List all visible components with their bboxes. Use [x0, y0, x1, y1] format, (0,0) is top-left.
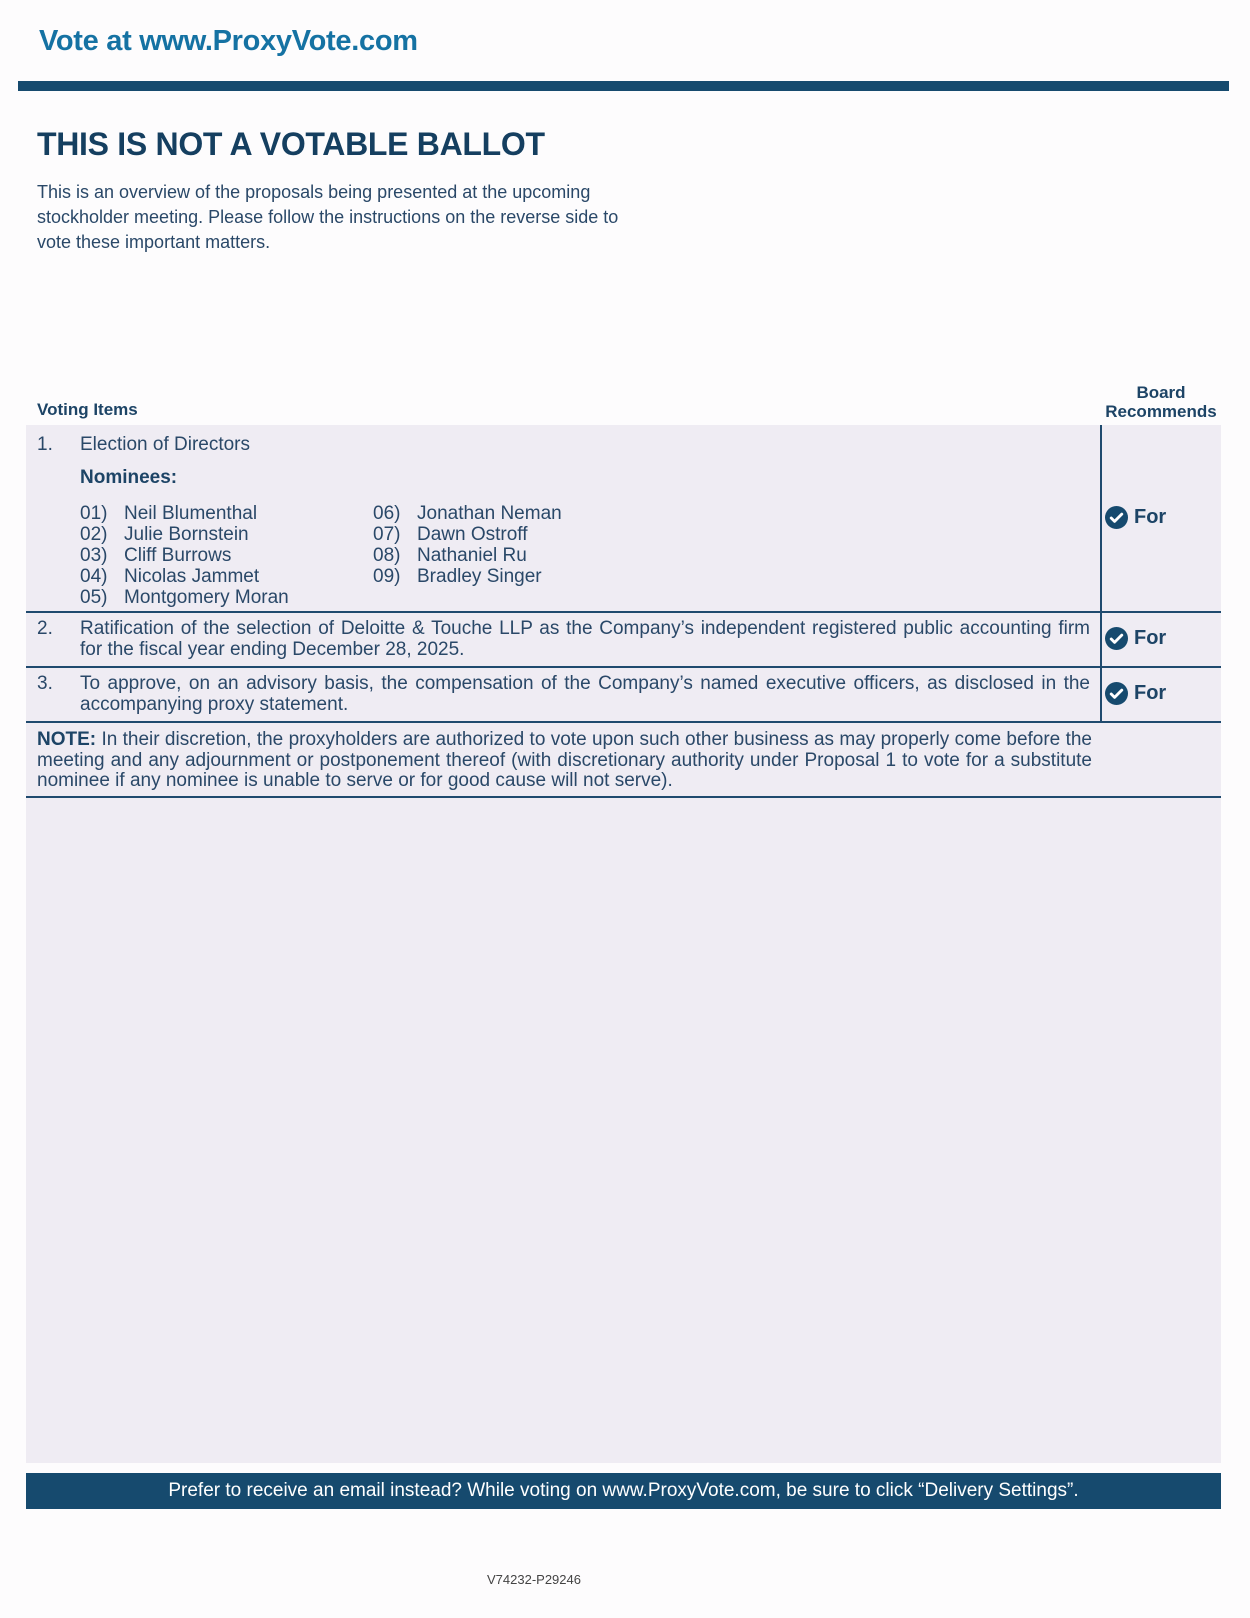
- check-circle-icon: [1105, 682, 1128, 705]
- intro-text: This is an overview of the proposals being presented at the upcoming stockholder meeting. Please follow the instructions on the reverse side to vote these important matters.: [37, 182, 619, 252]
- nominee: [373, 545, 527, 566]
- nominee-number: 08): [373, 545, 401, 566]
- note-label: NOTE:: [37, 729, 97, 750]
- recommendation-label: For: [1134, 627, 1167, 649]
- nominee-number: 01): [80, 503, 108, 524]
- item-text: To approve, on an advisory basis, the compensation of the Company’s named executive officers, as disclosed in the accompanying proxy statement.: [80, 673, 1090, 715]
- nominee: [80, 587, 289, 608]
- item-number: 1.: [37, 434, 53, 455]
- nominee-name: Nicolas Jammet: [124, 566, 260, 587]
- page-title: THIS IS NOT A VOTABLE BALLOT: [37, 126, 545, 162]
- nominee: [373, 566, 542, 587]
- nominee-name: Montgomery Moran: [124, 587, 289, 608]
- document-code: V74232-P29246: [487, 1572, 581, 1587]
- nominees-label: Nominees:: [80, 467, 178, 488]
- row-divider: [26, 666, 1221, 668]
- nominee-number: 09): [373, 566, 401, 587]
- item-text: Ratification of the selection of Deloitte & Touche LLP as the Company’s independent registered public accounting firm for the fiscal year ending December 28, 2025.: [80, 618, 1090, 660]
- item-text: Election of Directors: [80, 434, 251, 455]
- board-recommendation: [1105, 506, 1166, 529]
- board-recommendation: [1105, 682, 1166, 705]
- nominee-name: Cliff Burrows: [124, 545, 232, 566]
- column-divider: [1100, 425, 1102, 611]
- nominee: [80, 524, 249, 545]
- nominee-name: Jonathan Neman: [417, 503, 562, 524]
- check-circle-icon: [1105, 627, 1128, 650]
- nominee: [80, 503, 257, 524]
- row-divider: [26, 611, 1221, 613]
- nominee: [373, 503, 562, 524]
- nominee-number: 03): [80, 545, 108, 566]
- check-circle-icon: [1105, 506, 1128, 529]
- nominee-name: Julie Bornstein: [124, 524, 249, 545]
- nominee: [373, 524, 528, 545]
- banner-text: Prefer to receive an email instead? While voting on www.ProxyVote.com, be sure to click “Delivery Settings”.: [168, 1480, 1079, 1501]
- row-divider: [26, 721, 1221, 723]
- nominee-number: 05): [80, 587, 108, 608]
- recommendation-label: For: [1134, 682, 1167, 704]
- nominee-number: 02): [80, 524, 108, 545]
- nominee-name: Nathaniel Ru: [417, 545, 527, 566]
- board-recommendation: [1105, 627, 1166, 650]
- nominee-number: 04): [80, 566, 108, 587]
- nominee-number: 06): [373, 503, 401, 524]
- nominee: [80, 545, 231, 566]
- email-delivery-banner: [26, 1473, 1221, 1509]
- recommendation-label: For: [1134, 506, 1167, 528]
- row-divider: [26, 796, 1221, 798]
- nominee: [80, 566, 259, 587]
- proxyvote-link[interactable]: Vote at www.ProxyVote.com: [39, 25, 418, 57]
- nominee-name: Bradley Singer: [417, 566, 542, 587]
- header-rule: [18, 81, 1229, 91]
- voting-items-header: Voting Items: [37, 400, 138, 419]
- nominee-name: Dawn Ostroff: [417, 524, 528, 545]
- note-text: In their discretion, the proxyholders are authorized to vote upon such other business as may properly come before the meeting and any adjournment or postponement thereof (with discretionary authority under Proposal 1 to vote for a substitute nominee if any nominee is unable to serve or for good cause will not serve).: [37, 729, 1092, 791]
- note: [37, 730, 1092, 792]
- item-number: 2.: [37, 618, 53, 639]
- board-recommends-header: Board Recommends: [1105, 383, 1217, 421]
- nominee-number: 07): [373, 524, 401, 545]
- nominee-name: Neil Blumenthal: [124, 503, 258, 524]
- item-number: 3.: [37, 673, 53, 694]
